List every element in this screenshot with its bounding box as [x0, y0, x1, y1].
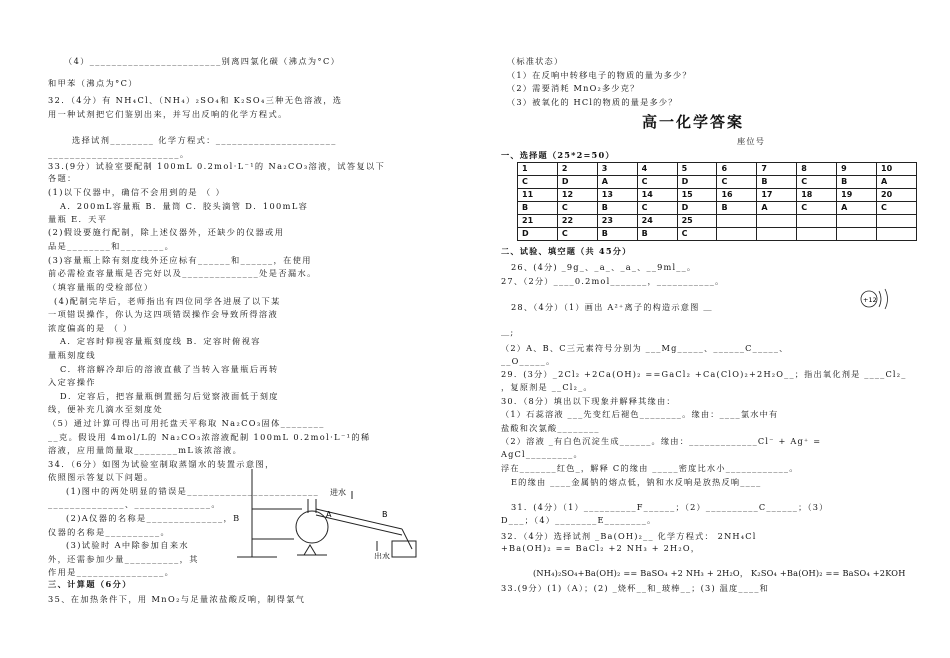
answer-table-cell: A — [757, 202, 797, 215]
answer-32-eq2: (NH₄)₂SO₄+Ba(OH)₂ == BaSO₄ +2 NH₃ + 2H₂O， K₂SO₄ +Ba(OH)₂ == BaSO₄ +2KOH — [533, 568, 906, 578]
q33-line: (1)以下仪器中，确信不会用到的是 （ ） — [48, 187, 226, 197]
answer-30-1-cont: 盐酸和次氯酸________ — [501, 423, 600, 433]
answer-32-eq1: +Ba(OH)₂ == BaCl₂ +2 NH₃ + 2H₂O， — [501, 543, 701, 553]
answer-table-cell: D — [557, 176, 597, 189]
answer-table-cell: 12 — [557, 189, 597, 202]
answer-table-row — [518, 189, 917, 202]
q33-line: A．200mL容量瓶 B．量筒 C．胶头滴管 D．100mL容 — [60, 201, 309, 211]
q34-line: (3)试验时 A中除参加自来水 — [66, 540, 189, 550]
answer-table-cell: A — [837, 202, 877, 215]
answer-30-2-cont: AgCl_________。 — [501, 449, 583, 459]
ion-nucleus-label: +12 — [863, 296, 877, 304]
answer-table-cell: D — [518, 228, 558, 241]
answer-30-1: （1）石蕊溶液 ___先变红后褪色________。缘由：____氯水中有 — [501, 409, 779, 419]
answer-table-cell: 5 — [677, 163, 717, 176]
q33-line: （填容量瓶的受检部位） — [48, 282, 154, 292]
answer-table-cell: C — [717, 176, 757, 189]
q32-line: 32．（4分）有 NH₄Cl、（NH₄）₂SO₄和 K₂SO₄三种无色溶液，选 — [48, 95, 343, 105]
answer-table-row — [518, 202, 917, 215]
q33-line: 33.(9分）试验室要配制 100mL 0.2mol·L⁻¹的 Na₂CO₃溶液，试答复以下 — [48, 161, 386, 171]
answer-table-cell — [757, 228, 797, 241]
answer-33: 33.(9分）(1)（A）；(2) _烧杯__和_玻棒__；(3) 温度____和 — [501, 583, 769, 593]
answer-table-cell: A — [877, 176, 917, 189]
answer-31-cont: D___；（4）________E________。 — [501, 515, 657, 525]
answer-title: 高一化学答案 — [642, 113, 745, 131]
answer-table-row — [518, 176, 917, 189]
answer-table-cell — [877, 228, 917, 241]
q32-answer-line: ________________________。 — [48, 149, 190, 159]
q33-line: 一项错误操作，你认为这四项错误操作会导致所得溶液 — [48, 309, 279, 319]
answer-30-2: （2）溶液 _有白色沉淀生成______。缘由：_____________Cl⁻ + Ag⁺ = — [501, 436, 822, 446]
answer-table-cell: 7 — [757, 163, 797, 176]
q34-line: 仪器的名称是__________。 — [48, 527, 171, 537]
q35-continued: （标准状态） — [507, 56, 564, 66]
answer-table-cell: 19 — [837, 189, 877, 202]
q33-line: 量瓶刻度线 — [48, 350, 96, 360]
section-calc-heading: 三、计算题（6分） — [48, 579, 132, 589]
answer-table-cell: A — [597, 176, 637, 189]
answer-30: 30．（8分）填出以下现象并解释其缘由： — [501, 396, 676, 406]
q34-line: 作用是________________。 — [48, 567, 175, 577]
answer-table-cell: 22 — [557, 215, 597, 228]
answer-table-cell — [877, 215, 917, 228]
answer-32: 32．（4分）选择试剂 _Ba(OH)₂__ 化学方程式： 2NH₄Cl — [501, 531, 757, 541]
receiving-flask — [392, 541, 416, 557]
answer-30-3: 浮在_______红色_，解释 C的缘由 _____密度比水小____________。 — [501, 463, 799, 473]
answer-table-cell: C — [557, 228, 597, 241]
answer-28-cont: ＿; — [501, 327, 515, 337]
answer-table-cell: 21 — [518, 215, 558, 228]
answer-table-cell: 10 — [877, 163, 917, 176]
answer-table-cell: B — [637, 228, 677, 241]
section-2-heading: 二、试验、填空题（共 45分） — [501, 246, 632, 256]
answer-table-cell: 20 — [877, 189, 917, 202]
answer-table-cell: B — [837, 176, 877, 189]
answer-table-cell: B — [597, 202, 637, 215]
out-water-label: 出水 — [374, 552, 390, 559]
q34-line: 依照图示答复以下问题。 — [48, 472, 154, 482]
q33-line: D．定容后，把容量瓶倒置摇匀后觉察液面低于刻度 — [60, 391, 279, 401]
answer-table-cell: C — [637, 176, 677, 189]
q31-4-line-cont: 和甲苯（沸点为°C） — [48, 78, 138, 88]
answer-table-cell: C — [637, 202, 677, 215]
answer-28-2: （2）A、B、C三元素符号分别为 ___Mg_____、______C_____、 — [501, 343, 789, 353]
q33-line: 入定容操作 — [48, 377, 96, 387]
answer-27: 27、（2分）____0.2mol_______，___________。 — [501, 276, 725, 286]
answer-table-cell — [797, 228, 837, 241]
flask-a — [296, 511, 328, 543]
answer-table-cell: C — [518, 176, 558, 189]
answer-table-row — [518, 215, 917, 228]
answer-table-cell: 15 — [677, 189, 717, 202]
distillation-apparatus-figure — [232, 469, 447, 559]
q33-line: 线，便补充几滴水至刻度处 — [48, 404, 164, 414]
answer-table-cell — [717, 215, 757, 228]
answer-28-2-cont: __O_____。 — [501, 356, 556, 366]
answer-table-cell: 11 — [518, 189, 558, 202]
q33-line: 浓度偏高的是 （ ） — [48, 323, 133, 333]
q33-line: 前必需检查容量瓶是否完好以及______________处是否漏水。 — [48, 268, 317, 278]
answer-table-cell: 4 — [637, 163, 677, 176]
answer-table-cell: 2 — [557, 163, 597, 176]
answer-table-cell: C — [797, 202, 837, 215]
answer-table-cell: 1 — [518, 163, 558, 176]
answer-30-4: E的缘由 ____金属钠的熔点低，钠和水反响是放热反响____ — [511, 477, 762, 487]
seat-number-label: 座位号 — [737, 136, 766, 146]
answer-table-cell: 16 — [717, 189, 757, 202]
q34-line: ______________、______________。 — [48, 499, 221, 509]
answer-table-cell: 23 — [597, 215, 637, 228]
ion-structure-icon — [857, 287, 907, 317]
q33-line: 品是________和________。 — [48, 241, 175, 251]
answer-table-cell — [717, 228, 757, 241]
answer-31: 31．(4分）（1）__________F______；（2）__________C______；（3） — [511, 502, 829, 512]
answer-table-cell: 25 — [677, 215, 717, 228]
answer-table-cell: 18 — [797, 189, 837, 202]
answer-table-cell: 14 — [637, 189, 677, 202]
q33-line: 量瓶 E．天平 — [48, 214, 108, 224]
in-water-label: 进水 — [330, 488, 346, 497]
answer-29-cont: ，复原剂是 __Cl₂_。 — [501, 382, 593, 392]
answer-table-cell — [757, 215, 797, 228]
answer-29: 29．(3分）_2Cl₂ +2Ca(OH)₂ ==GaCl₂ +Ca(ClO)₂+2H₂O__；指出氧化剂是 ____Cl₂_ — [501, 369, 907, 379]
answer-table-cell: D — [677, 202, 717, 215]
q33-line: （5）通过计算可得出可用托盘天平称取 Na₂CO₃固体________ — [48, 418, 325, 428]
q33-line: C．将溶解冷却后的溶液直截了当转入容量瓶后再转 — [60, 364, 279, 374]
answer-table-cell: 24 — [637, 215, 677, 228]
q34-line: (1)图中的两处明显的错误是________________________ — [66, 486, 320, 496]
q35-sub2: （2）需要消耗 MnO₂多少克？ — [507, 83, 640, 93]
answer-table-cell: B — [518, 202, 558, 215]
answer-table-cell — [837, 228, 877, 241]
answer-table-cell: 3 — [597, 163, 637, 176]
label-a: A — [326, 510, 332, 519]
answer-table-cell — [837, 215, 877, 228]
q33-line: A．定容时仰视容量瓶刻度线 B．定容时俯视容 — [60, 336, 261, 346]
answer-table-cell: 8 — [797, 163, 837, 176]
q35-sub1: （1）在反响中转移电子的物质的量为多少？ — [507, 70, 692, 80]
answer-table-cell — [797, 215, 837, 228]
q35-line: 35、在加热条件下，用 MnO₂与足量浓盐酸反响，制得氯气 — [48, 594, 306, 604]
q33-line: (3)容量瓶上除有刻度线外还应标有______和______，在使用 — [48, 255, 312, 265]
answer-table-cell: 9 — [837, 163, 877, 176]
q32-line: 用一种试剂把它们鉴别出来，并写出反响的化学方程式。 — [48, 109, 288, 119]
q33-line: (2)假设要施行配制，除上述仪器外，还缺少的仪器或用 — [48, 227, 285, 237]
q34-line: 外，还需参加少量__________，其 — [48, 554, 199, 564]
answer-table-row — [518, 163, 917, 176]
answer-table-cell: 13 — [597, 189, 637, 202]
answer-table-cell: C — [557, 202, 597, 215]
q34-line: (2)A仪器的名称是______________，B — [66, 513, 241, 523]
answer-table-cell: C — [877, 202, 917, 215]
q33-line: 各题： — [48, 173, 77, 183]
q33-line: (4)配制完毕后，老师指出有四位同学各进展了以下某 — [54, 296, 281, 306]
q33-line: __克。假设用 4mol/L的 Na₂CO₃浓溶液配制 100mL 0.2mol·L⁻¹的稀 — [48, 432, 371, 442]
answer-table-cell: B — [597, 228, 637, 241]
q33-line: 溶液，应用量筒量取________mL该浓溶液。 — [48, 445, 243, 455]
choice-answer-table — [517, 162, 917, 241]
answer-table-cell: 6 — [717, 163, 757, 176]
label-b: B — [382, 510, 388, 519]
section-1-heading: 一、选择题（25*2=50） — [501, 150, 615, 160]
q34-line: 34．（6分）如图为试验室制取蒸馏水的装置示意图， — [48, 459, 275, 469]
q35-sub3: （3）被氧化的 HCl的物质的量是多少？ — [507, 97, 678, 107]
answer-table-cell: 17 — [757, 189, 797, 202]
answer-table-cell: B — [757, 176, 797, 189]
q32-answer-line: 选择试剂________ 化学方程式：______________________ — [72, 135, 337, 145]
answer-table-cell: C — [677, 228, 717, 241]
answer-26: 26、(4分) _9g_、_a_、_a_、__9ml__。 — [511, 262, 697, 272]
q31-4-line: （4）________________________别离四氯化碳（沸点为°C） — [64, 56, 341, 66]
answer-table-cell: B — [717, 202, 757, 215]
answer-table-cell: D — [677, 176, 717, 189]
answer-table-cell: C — [797, 176, 837, 189]
answer-28: 28、（4分）（1）画出 A²⁺离子的构造示意图 ＿ — [511, 302, 713, 312]
answer-table-row — [518, 228, 917, 241]
